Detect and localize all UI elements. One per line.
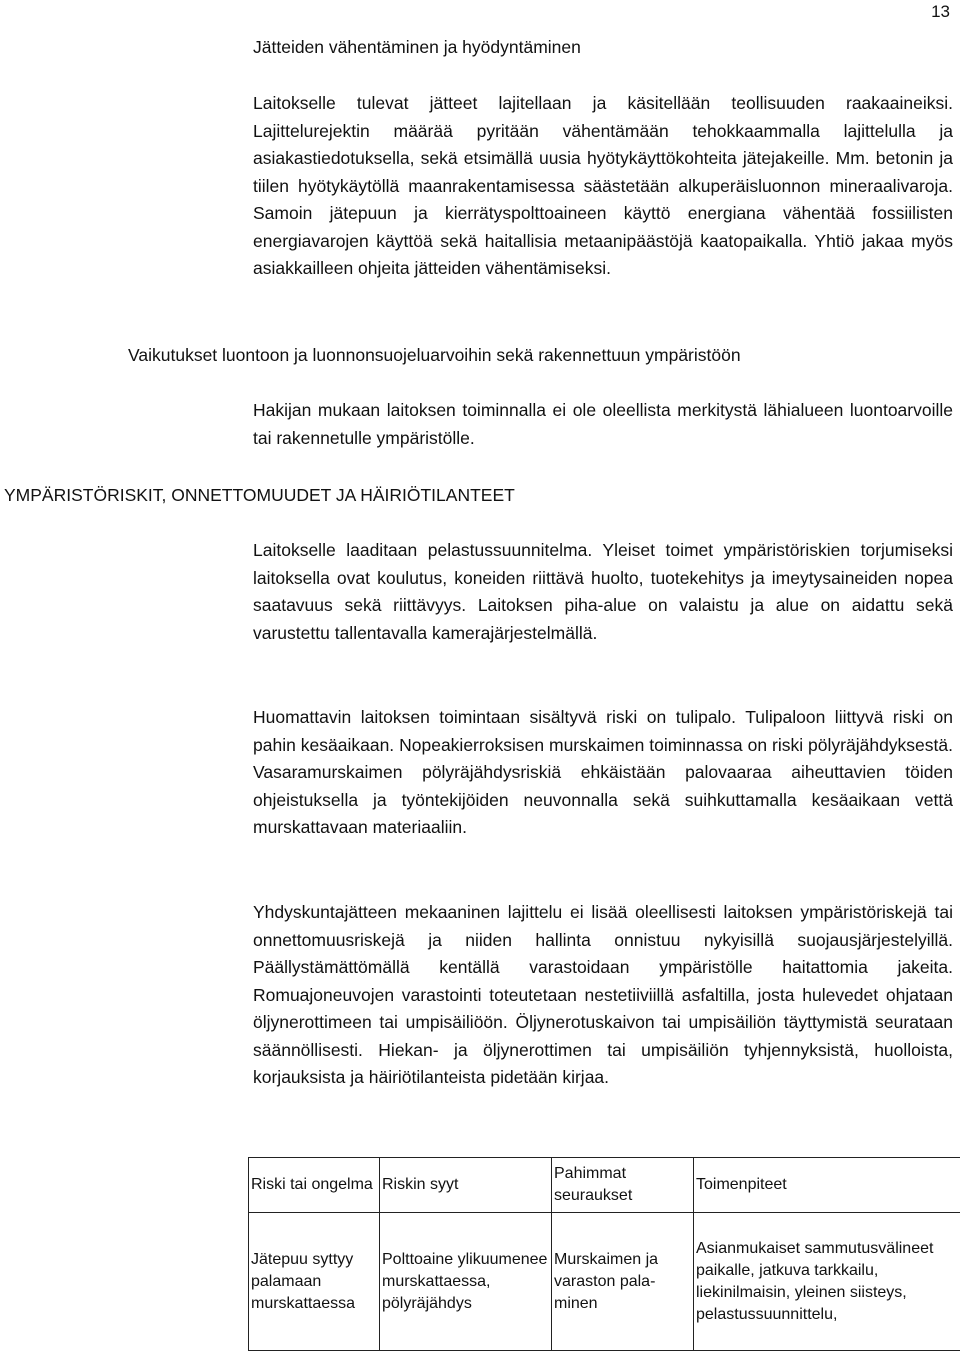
- risk-table-header-risk: Riski tai ongelma: [249, 1158, 380, 1213]
- section-heading-environmental-risks: YMPÄRISTÖRISKIT, ONNETTOMUUDET JA HÄIRIÖTILANTEET: [4, 485, 515, 505]
- risk-table-header-causes: Riskin syyt: [380, 1158, 552, 1213]
- paragraph-rescue-plan: Laitokselle laaditaan pelastussuunnitelma. Yleiset toimet ympäristöriskien torjumiseksi laitoksella ovat koulutus, koneiden riittävä huolto, tuotekehitys ja imeytysaineiden nopea saatavuus sekä riittävyys. Laitoksen piha-alue on valaistu ja alue on aidattu sekä varustettu tallentavalla kamerajärjestelmällä.: [253, 540, 953, 643]
- table-row: [249, 1213, 960, 1351]
- risk-table-cell-risk: Jätepuu syttyy palamaan murskattaessa: [249, 1213, 380, 1351]
- section-heading-waste-reduction: Jätteiden vähentäminen ja hyödyntäminen: [253, 37, 581, 57]
- risk-table-cell-measures: Asianmukaiset sammutusvälineet paikalle, jatkuva tarkkailu, liekinilmaisin, yleinen siisteys, pelastussuunnittelu,: [694, 1213, 960, 1351]
- risk-table-header-consequences: Pahimmat seuraukset: [552, 1158, 694, 1213]
- page-number: 13: [931, 2, 950, 21]
- paragraph-waste-reduction: Laitokselle tulevat jätteet lajitellaan ja käsitellään teollisuuden raakaaineiksi. Lajittelurejektin määrää pyritään vähentämään tehokkaammalla lajittelulla ja asiakastiedotuksella, sekä etsimällä uusia hyötykäyttökohteita jätejakeille. Mm. betonin ja tiilen hyötykäytöllä maanrakentamisessa säästetään alkuperäisluonnon mineraalivaroja. Samoin jätepuun ja kierrätyspolttoaineen käyttö energiana vähentää fossiilisten energiavarojen käyttöä sekä haitallisia metaanipäästöjä kaatopaikalla. Yhtiö jakaa myös asiakkailleen ohjeita jätteiden vähentämiseksi.: [253, 93, 953, 278]
- paragraph-municipal-waste-sorting: Yhdyskuntajätteen mekaaninen lajittelu ei lisää oleellisesti laitoksen ympäristöriskejä tai onnettomuusriskejä ja niiden hallinta onnistuu nykyisillä suojausjärjestelyillä. Päällystämättömällä kentällä varastoidaan ympäristölle haitattomia jakeita. Romuajoneuvojen varastointi toteutetaan nestetiiviillä asfaltilla, josta hulevedet ohjataan öljynerottimeen tai umpisäiliöön. Öljynerotuskaivon tai umpisäiliön täyttymistä seurataan säännöllisesti. Hiekan- ja öljynerottimen tai umpisäiliön tyhjennyksistä, huolloista, korjauksista ja häiriötilanteista pidetään kirjaa.: [253, 902, 953, 1087]
- risk-table-header-measures: Toimenpiteet: [694, 1158, 960, 1213]
- risk-table: [248, 1157, 960, 1351]
- paragraph-nature-impacts: Hakijan mukaan laitoksen toiminnalla ei ole oleellista merkitystä lähialueen luontoarvoille tai rakennetulle ympäristölle.: [253, 400, 953, 448]
- section-heading-nature-impacts: Vaikutukset luontoon ja luonnonsuojeluarvoihin sekä rakennettuun ympäristöön: [128, 345, 741, 365]
- paragraph-fire-risk: Huomattavin laitoksen toimintaan sisältyvä riski on tulipalo. Tulipaloon liittyvä riski on pahin kesäaikaan. Nopeakierroksisen murskaimen toiminnassa on riski pölyräjähdyksestä. Vasaramurskaimen pölyräjähdysriskiä ehkäistään palovaaraa aiheuttavien töiden ohjeistuksella ja työntekijöiden neuvonnalla sekä suihkuttamalla kesäaikaan vettä murskattavaan materiaaliin.: [253, 707, 953, 837]
- risk-table-cell-consequences: Murskaimen ja varaston palaminen: [552, 1213, 694, 1351]
- risk-table-header-row: [249, 1158, 960, 1213]
- risk-table-cell-causes: Polttoaine ylikuumenee murskattaessa, pölyräjähdys: [380, 1213, 552, 1351]
